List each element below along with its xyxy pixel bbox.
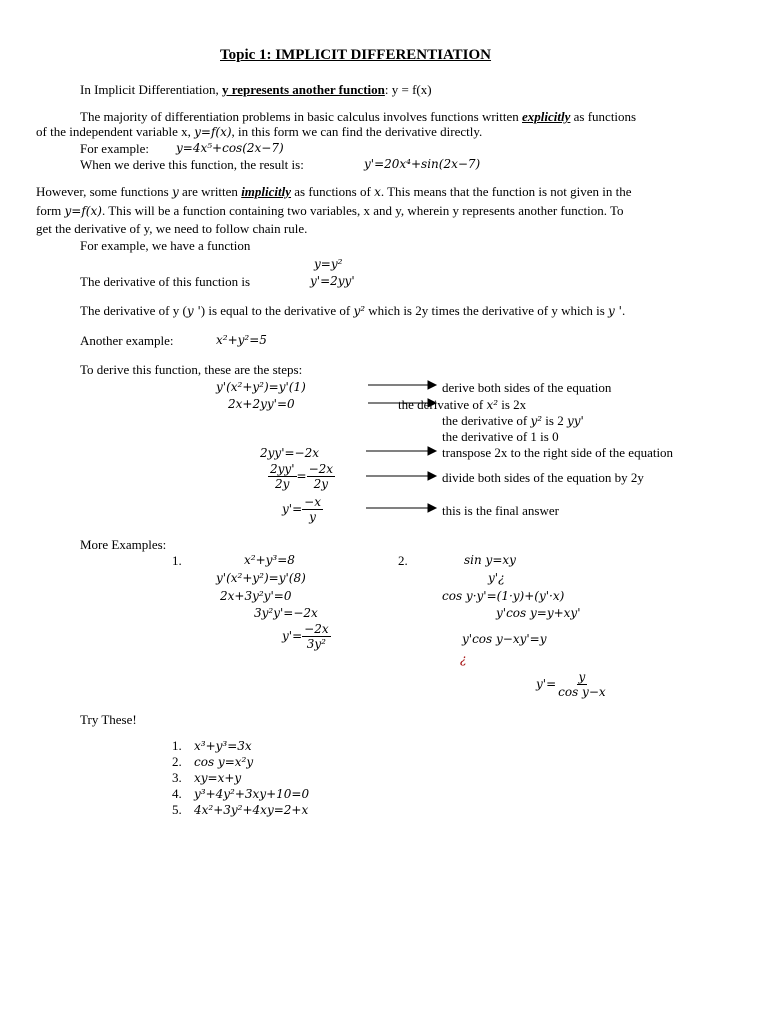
try-item-number: 2. — [172, 754, 182, 769]
p2-line1 — [36, 184, 632, 200]
note-text-mid: is 2 — [542, 413, 567, 428]
try-item-number: 3. — [172, 770, 182, 785]
note-y2: y² — [530, 414, 543, 428]
intro-tail: : y = f(x) — [384, 82, 432, 97]
lhs: y'= — [282, 629, 303, 643]
derive-label: When we derive this function, the result is: — [80, 157, 304, 172]
ex2-line: y'cos y=y+xy' — [496, 606, 581, 620]
denominator: cos y−x — [558, 685, 606, 699]
intro-bold: y represents another function — [222, 82, 385, 97]
explanation-line — [80, 303, 625, 319]
try-item-equation: xy=x+y — [194, 771, 242, 785]
try-item-equation: cos y=x²y — [194, 755, 254, 769]
step-2-equation: 2x+2yy'=0 — [228, 397, 295, 411]
p2-text-b: are written — [178, 184, 242, 199]
denominator: 2y — [313, 477, 328, 491]
example-label: For example: — [80, 141, 149, 156]
lhs: y'= — [536, 677, 557, 691]
p2-text: However, some functions — [36, 184, 172, 199]
p2-line2-text: form — [36, 203, 65, 218]
try-item-number: 4. — [172, 786, 182, 801]
note-transpose: transpose 2x to the right side of the equation — [442, 445, 674, 460]
p2-emphasis: implicitly — [241, 184, 292, 199]
expl-period: . — [621, 303, 626, 318]
steps-intro: To derive this function, these are the steps: — [80, 362, 303, 377]
example-1-number: 1. — [172, 553, 182, 568]
step-1-equation: y'(x²+y²)=y'(1) — [216, 380, 306, 394]
note-x2: x² — [486, 398, 499, 412]
step-5-equation — [282, 495, 323, 524]
intro-line — [80, 82, 432, 97]
try-item-number: 5. — [172, 802, 182, 817]
step-4-left-fraction — [268, 462, 297, 491]
try-these-label: Try These! — [80, 712, 137, 727]
another-example-equation: x²+y²=5 — [216, 333, 267, 347]
denominator: y — [309, 510, 316, 524]
another-example-label: Another example: — [80, 333, 174, 348]
expl-text: The derivative of y ( — [80, 303, 187, 318]
ex1-line: 2x+3y²y'=0 — [220, 589, 292, 603]
step-5-fraction — [302, 495, 323, 524]
numerator: 2yy' — [270, 462, 295, 476]
p2-text-d: . This means that the function is not given in the — [380, 184, 632, 199]
derivative-label: The derivative of this function is — [80, 274, 251, 289]
more-examples-label: More Examples: — [80, 537, 167, 552]
try-item — [172, 770, 241, 786]
note-derivative-1: the derivative of 1 is 0 — [442, 429, 559, 444]
ex1-line: y'(x²+y²)=y'(8) — [216, 571, 306, 585]
p1-equation: y=f(x) — [194, 125, 232, 139]
note-final: this is the final answer — [442, 503, 559, 518]
ex1-line: x²+y³=8 — [244, 553, 295, 567]
example-2-number: 2. — [398, 553, 408, 568]
ex2-final-fraction — [556, 670, 608, 699]
ex2-line: y'cos y−xy'=y — [462, 632, 547, 646]
denominator: 3y² — [306, 637, 326, 651]
note-derivative-x2 — [398, 397, 526, 413]
p2-text-c: as functions of — [291, 184, 375, 199]
try-item-equation: y³+4y²+3xy+10=0 — [194, 787, 310, 801]
p2-equation: y=f(x) — [64, 204, 102, 218]
step-4-equation: $\frac{2yy'}{2y}$ = $\frac{-2x}{2y}$ — [270, 462, 334, 491]
note-yyprime: yy' — [566, 414, 584, 428]
numerator: y — [578, 670, 586, 684]
note-divide: divide both sides of the equation by 2y — [442, 470, 644, 485]
ex2-line: ¿ — [460, 652, 467, 666]
p2-line3: get the derivative of y, we need to follow chain rule. — [36, 221, 308, 236]
function-equation: y=y² — [314, 257, 343, 271]
note-text-end: is 2x — [498, 397, 527, 412]
p1-line1 — [80, 109, 636, 124]
note-derive-both: derive both sides of the equation — [442, 380, 612, 395]
p1-line2-text: of the independent variable x, — [36, 124, 195, 139]
expl-text-b: ) is equal to the derivative of — [200, 303, 354, 318]
p1-line2-end: , in this form we can find the derivative directly. — [231, 124, 483, 139]
ex2-line: y'¿ — [488, 571, 505, 585]
try-item — [172, 754, 253, 770]
note-derivative-y2 — [442, 413, 584, 429]
ex2-final — [536, 670, 608, 699]
lhs: y'= — [282, 502, 303, 516]
try-item — [172, 738, 252, 754]
numerator: −x — [304, 495, 321, 509]
p2-line4: For example, we have a function — [80, 238, 251, 253]
p1-text-end: as functions — [570, 109, 637, 124]
try-item-equation: x³+y³=3x — [194, 739, 252, 753]
p2-var-y: y — [171, 185, 179, 199]
numerator: −2x — [308, 462, 334, 476]
p1-emphasis: explicitly — [522, 109, 571, 124]
derivative-equation: y'=2yy' — [310, 274, 355, 288]
page-title: Topic 1: IMPLICIT DIFFERENTIATION — [220, 47, 492, 63]
expl-y-squared: y² — [353, 304, 366, 318]
ex2-line: cos y·y'=(1·y)+(y'·x) — [442, 589, 565, 603]
expl-y-prime: y ' — [186, 304, 201, 318]
try-item-equation: 4x²+3y²+4xy=2+x — [194, 803, 309, 817]
note-text: the derivative of — [398, 397, 487, 412]
ex1-final — [282, 622, 331, 651]
numerator: −2x — [304, 622, 329, 636]
step-3-equation: 2yy'=−2x — [260, 446, 320, 460]
p1-line2 — [36, 124, 482, 140]
try-item — [172, 802, 308, 818]
derive-equation: y'=20x⁴+sin(2x−7) — [364, 157, 481, 171]
try-item — [172, 786, 309, 802]
ex1-final-fraction — [302, 622, 330, 651]
ex2-line: sin y=xy — [464, 553, 516, 567]
denominator: 2y — [275, 477, 290, 491]
example-equation: y=4x⁵+cos(2x−7) — [176, 141, 284, 155]
expl-text-c: which is 2y times the derivative of y which is — [365, 303, 609, 318]
p2-line2-end: . This will be a function containing two variables, x and y, wherein y represents another function. To — [101, 203, 624, 218]
step-4-right-fraction — [307, 462, 335, 491]
p2-var-x: x — [374, 185, 381, 199]
ex1-line: 3y²y'=−2x — [254, 606, 318, 620]
p1-text: The majority of differentiation problems in basic calculus involves functions written — [80, 109, 523, 124]
intro-text: In Implicit Differentiation, — [80, 82, 222, 97]
p2-line2 — [36, 203, 624, 219]
try-item-number: 1. — [172, 738, 182, 753]
expl-y-prime-2: y ' — [608, 304, 622, 318]
note-text: the derivative of — [442, 413, 531, 428]
